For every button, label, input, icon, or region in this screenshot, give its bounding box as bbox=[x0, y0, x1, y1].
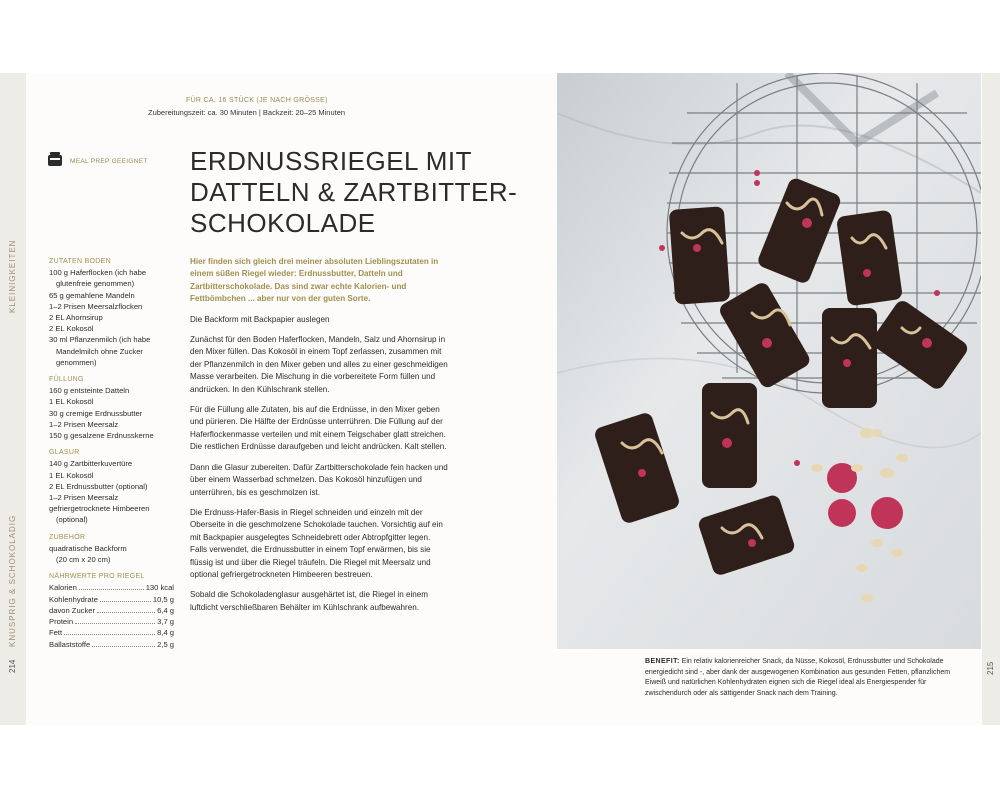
ingredient-line: (optional) bbox=[56, 515, 88, 525]
ingredient-line: 1 EL Kokosöl bbox=[49, 470, 94, 480]
ingredient-line: 1–2 Prisen Meersalz bbox=[49, 493, 119, 503]
nutrition-row bbox=[49, 639, 174, 650]
benefit-text: Ein relativ kalorienreicher Snack, da Nüsse, Kokosöl, Erdnussbutter und Schokolade energiedicht sind -, aber dank der ausgewogenen Kombination aus gesunden Fetten, pflanzlichem Eiweiß und natürlichen Kohlenhydraten eignen sich die Riegel ideal als Energiespender für zwischendurch oder als sättigender Snack nach dem Training. bbox=[645, 658, 951, 697]
ingredient-line: 160 g entsteinte Datteln bbox=[49, 386, 130, 396]
ingredient-line: quadratische Backform bbox=[49, 543, 127, 553]
method-paragraph: Die Erdnuss-Hafer-Basis in Riegel schneiden und einzeln mit der Oberseite in die geschmolzene Schokolade tauchen. Vorsichtig auf ein mit Backpapier ausgelegtes Schneidebrett oder Abtropfgitter legen. Falls verwendet, die Erdnussbutter in einem Topf erwärmen, bis sie flüssig ist und über die Riegel träufeln. Die Riegel mit Meersalz und optional gefriergetrockneten Himbeeren bestreuen. bbox=[190, 507, 443, 579]
page-number-right: 215 bbox=[986, 661, 995, 675]
ingredient-line: genommen) bbox=[56, 357, 97, 367]
right-margin-strip bbox=[982, 73, 1000, 725]
section-label-bottom: KNUSPRIG & SCHOKOLADIG bbox=[8, 514, 17, 647]
ingredient-line: 2 EL Ahornsirup bbox=[49, 313, 103, 323]
nutrition-row bbox=[49, 627, 174, 638]
ingredient-line: 2 EL Kokosöl bbox=[49, 324, 94, 334]
page-number-left: 214 bbox=[8, 659, 17, 673]
nutrition-row bbox=[49, 582, 174, 593]
ingredient-line: (20 cm x 20 cm) bbox=[56, 555, 111, 565]
benefit-label: BENEFIT: bbox=[645, 658, 680, 665]
nutrition-heading: NÄHRWERTE PRO RIEGEL bbox=[49, 573, 145, 581]
meal-prep-label: MEAL PREP GEEIGNET bbox=[70, 158, 148, 165]
ingredient-line: 1–2 Prisen Meersalzflocken bbox=[49, 301, 143, 311]
ingredient-line: 100 g Haferflocken (ich habe bbox=[49, 268, 147, 278]
nutrition-label: Fett bbox=[49, 628, 63, 638]
nutrition-value: 8,4 g bbox=[157, 628, 174, 638]
nutrition-label: Protein bbox=[49, 617, 74, 627]
ingredient-line: 1 EL Kokosöl bbox=[49, 397, 94, 407]
nutrition-value: 10,5 g bbox=[152, 594, 174, 604]
ingredients-fuellung-heading: FÜLLUNG bbox=[49, 376, 84, 384]
nutrition-row bbox=[49, 594, 174, 605]
ingredient-line: 2 EL Erdnussbutter (optional) bbox=[49, 481, 148, 491]
method-paragraph: Sobald die Schokoladenglasur ausgehärtet ist, die Riegel in einem luftdicht verschließbaren Behälter im Kühlschrank aufbewahren. bbox=[190, 590, 429, 612]
nutrition-value: 2,5 g bbox=[157, 639, 174, 649]
recipe-photo bbox=[557, 73, 981, 649]
nutrition-value: 6,4 g bbox=[157, 605, 174, 615]
nutrition-row bbox=[49, 605, 174, 616]
method-paragraph: Die Backform mit Backpapier auslegen bbox=[190, 314, 330, 324]
book-spread bbox=[0, 73, 1000, 725]
ingredient-line: Mandelmilch ohne Zucker bbox=[56, 346, 143, 356]
ingredient-line: 150 g gesalzene Erdnusskerne bbox=[49, 431, 154, 441]
ingredients-glasur-heading: GLASUR bbox=[49, 449, 80, 457]
section-label-top: KLEINIGKEITEN bbox=[8, 239, 17, 313]
method-paragraph: Für die Füllung alle Zutaten, bis auf die Erdnüsse, in den Mixer geben und pürieren. Die Hälfte der Erdnüsse unterrühren. Die Füllung auf der Haferflockenmasse verteilen und mit einem Teigschaber glatt streichen. Die restlichen Erdnüsse daraufgeben und leicht andrücken. Kalt stellen. bbox=[190, 405, 447, 452]
time-info: Zubereitungszeit: ca. 30 Minuten | Backzeit: 20–25 Minuten bbox=[148, 108, 346, 117]
nutrition-label: Ballaststoffe bbox=[49, 639, 91, 649]
method-paragraph: Dann die Glasur zubereiten. Dafür Zartbitterschokolade fein hacken und über einem Wasserbad schmelzen. Das Kokosöl hinzufügen und unterrühren, bis es geschmolzen ist. bbox=[190, 462, 448, 497]
ingredient-line: 65 g gemahlene Mandeln bbox=[49, 290, 135, 300]
title-line-3: SCHOKOLADE bbox=[190, 208, 376, 238]
nutrition-label: davon Zucker bbox=[49, 605, 96, 615]
nutrition-value: 130 kcal bbox=[145, 583, 174, 593]
nutrition-row bbox=[49, 616, 174, 627]
meal-prep-badge bbox=[48, 151, 148, 172]
ingredient-line: 140 g Zartbitterkuvertüre bbox=[49, 459, 133, 469]
ingredients-column bbox=[49, 256, 174, 650]
ingredients-boden-heading: ZUTATEN BODEN bbox=[49, 258, 111, 265]
ingredient-line: gefriergetrocknete Himbeeren bbox=[49, 504, 150, 514]
ingredient-line: 30 g cremige Erdnussbutter bbox=[49, 408, 143, 418]
method-paragraph: Zunächst für den Boden Haferflocken, Mandeln, Salz und Ahornsirup in den Mixer füllen. Das Kokosöl in einem Topf zerlassen, zusammen mit der Pflanzenmilch in den Mixer geben und alles zu einer geschmeidigen Masse verarbeiten. Die Mischung in die vorbereitete Form füllen und andrücken. In den Kühlschrank stellen. bbox=[190, 335, 448, 394]
intro-text: Hier finden sich gleich drei meiner absoluten Lieblingszutaten in einem süßen Riegel wieder: Erdnussbutter, Datteln und Zartbitterschokolade. Das sind zwar echte Kalorien- und Fettbömbchen ... aber nur von der guten Sorte. bbox=[190, 257, 439, 304]
lunchbox-icon bbox=[48, 151, 62, 172]
nutrition-label: Kalorien bbox=[49, 583, 77, 593]
ingredients-zubehoer-heading: ZUBEHÖR bbox=[49, 533, 86, 541]
recipe-title bbox=[190, 146, 520, 239]
yield-info: FÜR CA. 16 STÜCK (JE NACH GRÖSSE) bbox=[186, 97, 328, 104]
benefit-note bbox=[645, 657, 965, 699]
title-line-1: ERDNUSSRIEGEL MIT bbox=[190, 146, 473, 176]
ingredient-line: 1–2 Prisen Meersalz bbox=[49, 419, 119, 429]
ingredient-line: 30 ml Pflanzenmilch (ich habe bbox=[49, 335, 151, 345]
nutrition-label: Kohlenhydrate bbox=[49, 594, 98, 604]
ingredient-line: glutenfreie genommen) bbox=[56, 279, 135, 289]
nutrition-value: 3,7 g bbox=[157, 617, 174, 627]
left-margin-strip bbox=[0, 73, 26, 725]
recipe-body bbox=[190, 256, 448, 622]
title-line-2: DATTELN & ZARTBITTER- bbox=[190, 177, 518, 207]
